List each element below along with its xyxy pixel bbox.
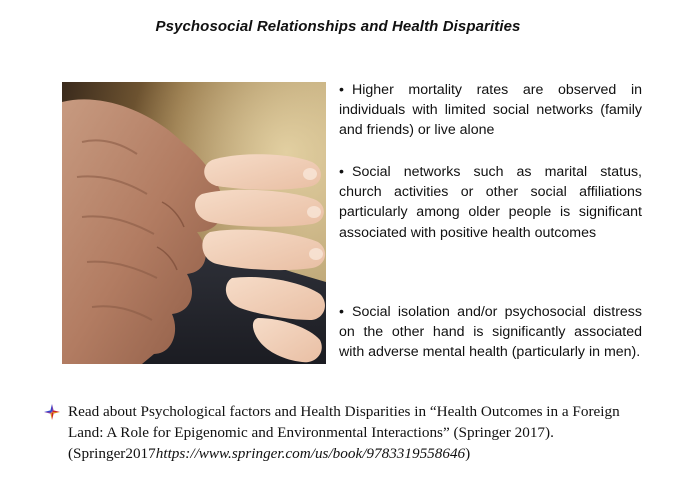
reference-note	[44, 401, 654, 464]
reference-link[interactable]: https://www.springer.com/us/book/9783319558646	[155, 445, 466, 462]
bullet-dot-icon: •	[339, 82, 344, 98]
bullet-dot-icon: •	[339, 304, 344, 320]
bullet-item	[339, 80, 642, 141]
four-point-star-icon	[44, 404, 60, 420]
bullet-dot-icon: •	[339, 164, 344, 180]
hands-photo	[62, 82, 326, 364]
bullet-text: Social isolation and/or psychosocial distress on the other hand is significantly associated with adverse mental health (particularly in men).	[339, 304, 642, 361]
bullet-item	[339, 302, 642, 363]
bullet-text: Social networks such as marital status, church activities or other social affiliations particularly among older people is significant associated with positive health outcomes	[339, 164, 642, 241]
reference-text	[68, 401, 653, 464]
bullet-item	[339, 162, 642, 243]
reference-closing: )	[465, 445, 471, 462]
bullet-text: Higher mortality rates are observed in individuals with limited social networks (family and friends) or live alone	[339, 82, 642, 139]
page-title: Psychosocial Relationships and Health Disparities	[155, 18, 521, 35]
reference-description: Read about Psychological factors and Health Disparities in “Health Outcomes in a Foreign Land: A Role for Epigenomic and Environmental Interactions” (Springer 2017). (Springer2017	[68, 403, 620, 462]
